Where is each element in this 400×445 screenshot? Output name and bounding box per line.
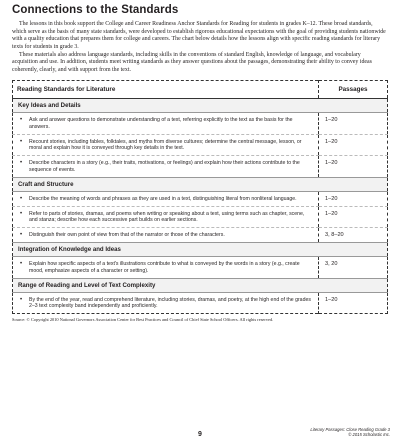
standards-table: [12, 80, 388, 314]
section-heading-row: [13, 99, 388, 113]
table-row: [13, 113, 388, 135]
table-row: [13, 206, 388, 228]
standard-text: Refer to parts of stories, dramas, and poems when writing or speaking about a text, using terms such as chapter, scene, and stanza; describe how each successive part builds on earlier sections.: [29, 210, 305, 224]
bullet-icon: •: [20, 296, 23, 303]
intro-paragraph-2: These materials also address language standards, including skills in the conventions of standard English, knowledge of language, and vocabulary acquisition and use. In addition, students meet writing standards as they answer questions about the passages, demonstrating their ability to convey ideas coherently, clearly, and with support from the text.: [12, 51, 372, 73]
table-row: [13, 256, 388, 278]
intro-text: [12, 21, 388, 74]
standard-text: Ask and answer questions to demonstrate understanding of a text, referring explicitly to the text as the basis for the answers.: [29, 117, 293, 130]
section-heading-row: [13, 278, 388, 292]
passages-cell: 1–20: [319, 134, 388, 156]
passages-cell: 3, 20: [319, 256, 388, 278]
bullet-icon: •: [20, 117, 23, 123]
bullet-icon: •: [20, 195, 23, 202]
header-reading-standards: Reading Standards for Literature: [13, 81, 319, 99]
page-number: 9: [198, 431, 202, 438]
passages-cell: 1–20: [319, 292, 388, 314]
bullet-icon: •: [20, 160, 23, 167]
standard-text: By the end of the year, read and comprehend literature, including stories, dramas, and poetry, at the high end of the grades 2–3 text complexity band independently and proficiently.: [29, 296, 311, 310]
section-heading-row: [13, 177, 388, 191]
section-heading-row: [13, 242, 388, 256]
table-row: [13, 191, 388, 206]
passages-cell: 3, 8–20: [319, 228, 388, 243]
table-header-row: [13, 81, 388, 99]
bullet-icon: •: [20, 138, 23, 145]
passages-cell: 1–20: [319, 156, 388, 178]
table-row: [13, 228, 388, 243]
footer-credits: [310, 427, 390, 438]
standard-text: Distinguish their own point of view from that of the narrator or those of the characters.: [29, 232, 225, 239]
footer-copyright: © 2015 Scholastic Inc.: [348, 432, 390, 438]
source-citation: Source: © Copyright 2010 National Governors Association Center for Best Practices and Council of Chief State School Officers. All rights reserved.: [12, 317, 274, 323]
standard-text: Explain how specific aspects of a text's illustrations contribute to what is conveyed by the words in a story (e.g., create mood, emphasize aspects of a character or setting).: [29, 260, 300, 274]
bullet-icon: •: [20, 210, 23, 217]
page-title: Connections to the Standards: [12, 4, 179, 16]
section-heading-craft-structure: Craft and Structure: [13, 177, 388, 191]
passages-cell: 1–20: [319, 113, 388, 135]
intro-paragraph-1: The lessons in this book support the College and Career Readiness Anchor Standards for Reading for students in grades K–12. These broad standards, which serve as the basis of many state standards, were developed to establish rigorous educational expectations with the goal of providing students nationwide with a quality education that prepares them for college and careers. The chart below details how the lessons align with specific reading standards for literary texts for students in grade 3.: [12, 21, 386, 50]
bullet-icon: •: [20, 260, 23, 267]
table-row: [13, 156, 388, 178]
standard-text: Describe characters in a story (e.g., their traits, motivations, or feelings) and explain how their actions contribute to the sequence of events.: [29, 160, 300, 173]
standard-text: Recount stories, including fables, folktales, and myths from diverse cultures; determine the central message, lesson, or moral and explain how it is conveyed through key details in the text.: [29, 138, 302, 152]
footer-book-title: Literary Passages: Close Reading Grade 3: [310, 427, 390, 432]
table-row: [13, 292, 388, 314]
standard-text: Describe the meaning of words and phrases as they are used in a text, distinguishing literal from nonliteral language.: [29, 195, 297, 202]
passages-cell: 1–20: [319, 206, 388, 228]
table-row: [13, 134, 388, 156]
page: [12, 4, 388, 323]
header-passages: Passages: [319, 81, 388, 99]
section-heading-key-ideas: Key Ideas and Details: [13, 99, 388, 113]
bullet-icon: •: [20, 232, 23, 239]
section-heading-range: Range of Reading and Level of Text Complexity: [13, 278, 388, 292]
passages-cell: 1–20: [319, 191, 388, 206]
section-heading-integration: Integration of Knowledge and Ideas: [13, 242, 388, 256]
